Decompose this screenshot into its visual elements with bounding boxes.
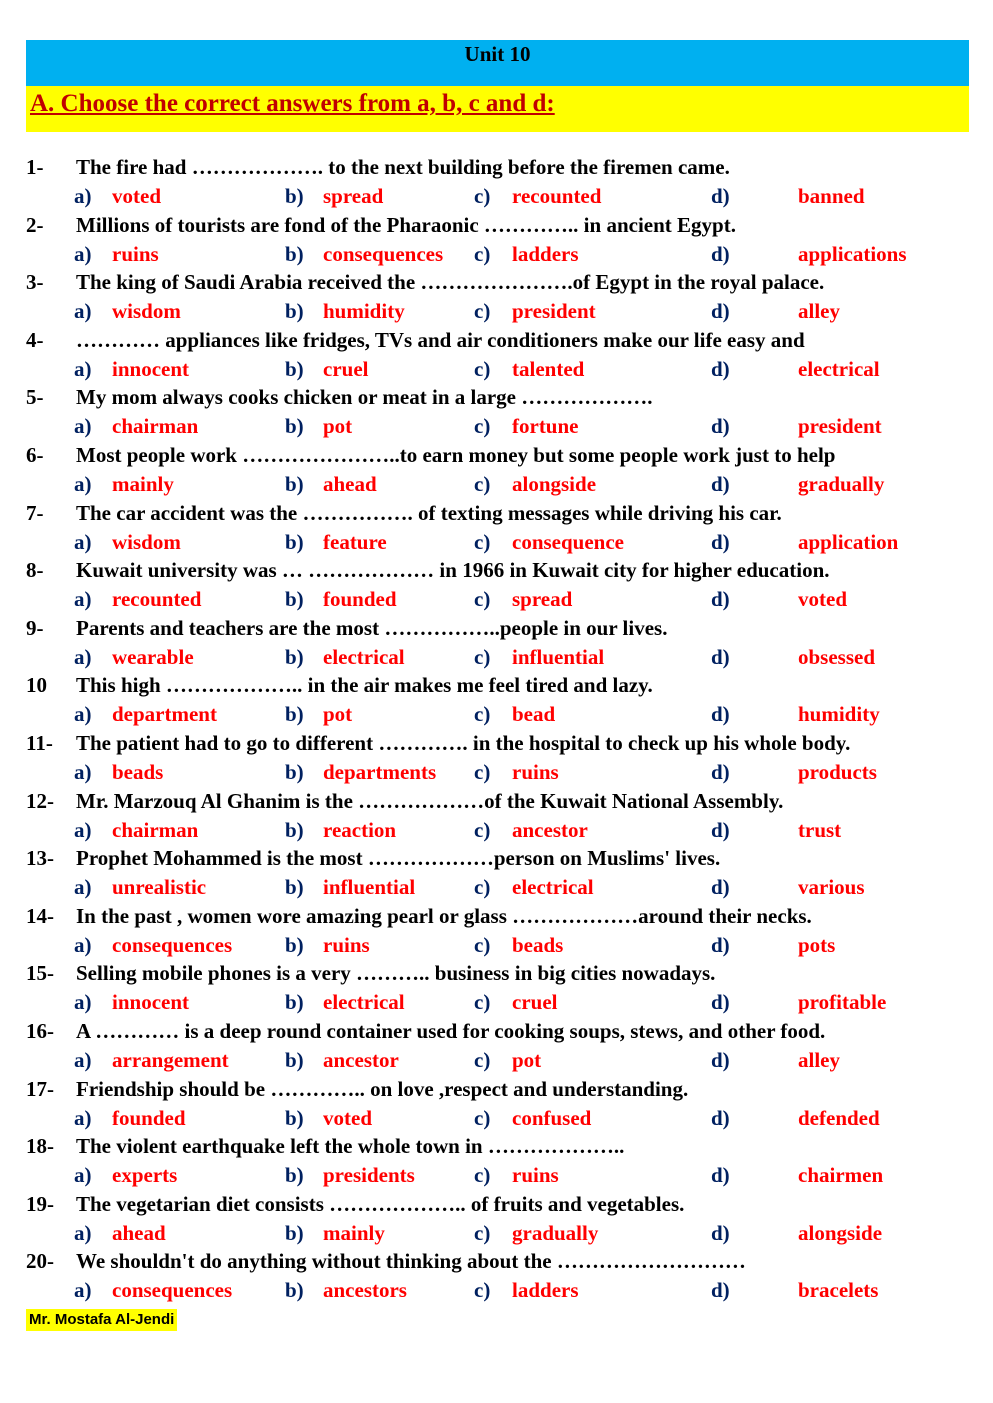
option-letter: c) — [474, 184, 491, 208]
option-letter: d) — [711, 587, 730, 612]
option-letter: d) — [711, 1163, 730, 1188]
question-item — [26, 673, 969, 731]
option-word: ahead — [112, 1220, 166, 1245]
option-letter: a) — [74, 241, 92, 266]
option-letter: a) — [74, 759, 92, 784]
question-number: 10 — [26, 673, 47, 698]
question-text: The car accident was the ……………. of texting messages while driving his car. — [76, 500, 782, 525]
unit-title-bar — [26, 40, 969, 86]
option-letter: c) — [474, 1047, 491, 1072]
option-letter: d) — [711, 1047, 730, 1072]
option-word: chairman — [112, 414, 199, 439]
question-item — [26, 501, 969, 559]
option-letter: d) — [711, 1278, 730, 1303]
option-letter: c) — [474, 587, 491, 612]
option-word: electrical — [323, 990, 405, 1015]
option-word: feature — [323, 529, 387, 554]
option-word: founded — [323, 587, 397, 612]
option-word: pot — [512, 1047, 542, 1072]
option-letter: b) — [285, 990, 304, 1015]
option-word: alongside — [798, 1220, 883, 1245]
option-letter: d) — [711, 1105, 730, 1130]
option-letter: a) — [74, 817, 92, 842]
question-number: 2- — [26, 212, 44, 237]
option-word: recounted — [512, 184, 602, 208]
question-number: 17- — [26, 1076, 54, 1101]
question-item — [26, 846, 969, 904]
option-letter: c) — [474, 1220, 491, 1245]
question-text: We shouldn't do anything without thinking about the ……………………… — [76, 1249, 746, 1274]
option-word: ruins — [112, 241, 159, 266]
option-word: presidents — [323, 1163, 415, 1188]
option-letter: d) — [711, 299, 730, 324]
option-letter: c) — [474, 1163, 491, 1188]
option-word: recounted — [112, 587, 202, 612]
option-word: wisdom — [112, 299, 181, 324]
question-item — [26, 1019, 969, 1077]
question-text: In the past , women wore amazing pearl or glass ………………around their necks. — [76, 903, 812, 928]
option-letter: a) — [74, 1105, 92, 1130]
option-letter: a) — [74, 414, 92, 439]
option-letter: a) — [74, 356, 92, 381]
option-letter: d) — [711, 414, 730, 439]
question-text: Millions of tourists are fond of the Pharaonic ………….. in ancient Egypt. — [76, 212, 736, 237]
option-letter: d) — [711, 932, 730, 957]
section-title-bar — [26, 86, 969, 132]
question-text: Kuwait university was … ……………… in 1966 in Kuwait city for higher education. — [76, 558, 830, 583]
option-letter: d) — [711, 644, 730, 669]
option-letter: c) — [474, 817, 491, 842]
option-letter: b) — [285, 1047, 304, 1072]
option-word: defended — [798, 1105, 880, 1130]
option-word: chairman — [112, 817, 199, 842]
option-letter: c) — [474, 875, 491, 900]
option-letter: d) — [711, 759, 730, 784]
option-letter: c) — [474, 241, 491, 266]
option-letter: c) — [474, 529, 491, 554]
option-letter: a) — [74, 299, 92, 324]
question-item — [26, 1134, 969, 1192]
option-word: chairmen — [798, 1163, 884, 1188]
option-letter: b) — [285, 1220, 304, 1245]
option-word: bracelets — [798, 1278, 879, 1303]
option-word: consequence — [512, 529, 624, 554]
option-word: mainly — [323, 1220, 385, 1245]
option-letter: b) — [285, 1278, 304, 1303]
question-item — [26, 558, 969, 616]
question-item — [26, 385, 969, 443]
question-text: Mr. Marzouq Al Ghanim is the ………………of the Kuwait National Assembly. — [76, 788, 784, 813]
question-text: The violent earthquake left the whole town in ……………….. — [76, 1134, 625, 1159]
option-word: obsessed — [798, 644, 876, 669]
option-word: humidity — [798, 702, 880, 727]
option-word: experts — [112, 1163, 178, 1188]
option-word: president — [798, 414, 882, 439]
option-word: spread — [323, 184, 384, 208]
option-word: influential — [512, 644, 605, 669]
option-word: voted — [323, 1105, 372, 1130]
question-text: The fire had ………………. to the next building before the firemen came. — [76, 155, 730, 179]
question-item — [26, 443, 969, 501]
option-letter: c) — [474, 644, 491, 669]
question-item — [26, 1192, 969, 1250]
question-number: 12- — [26, 788, 54, 813]
question-text: Prophet Mohammed is the most ………………person on Muslims' lives. — [76, 846, 721, 871]
option-word: ruins — [512, 1163, 559, 1188]
option-word: applications — [798, 241, 907, 266]
option-word: innocent — [112, 990, 190, 1015]
option-word: department — [112, 702, 217, 727]
option-word: talented — [512, 356, 585, 381]
question-text: Parents and teachers are the most ……………..people in our lives. — [76, 615, 668, 640]
option-letter: c) — [474, 990, 491, 1015]
question-text: My mom always cooks chicken or meat in a large ………………. — [76, 385, 653, 410]
option-word: voted — [798, 587, 847, 612]
question-item — [26, 961, 969, 1019]
option-word: beads — [112, 759, 164, 784]
option-letter: a) — [74, 1163, 92, 1188]
option-word: ruins — [512, 759, 559, 784]
option-word: founded — [112, 1105, 186, 1130]
option-letter: a) — [74, 1220, 92, 1245]
option-word: ahead — [323, 471, 377, 496]
question-number: 7- — [26, 500, 44, 525]
option-letter: b) — [285, 471, 304, 496]
question-number: 14- — [26, 903, 54, 928]
question-text: The vegetarian diet consists ……………….. of fruits and vegetables. — [76, 1191, 685, 1216]
option-word: ancestors — [323, 1278, 407, 1303]
option-word: bead — [512, 702, 556, 727]
option-letter: a) — [74, 184, 92, 208]
option-letter: a) — [74, 932, 92, 957]
option-letter: b) — [285, 529, 304, 554]
option-letter: b) — [285, 587, 304, 612]
option-letter: a) — [74, 875, 92, 900]
option-letter: c) — [474, 759, 491, 784]
option-letter: d) — [711, 990, 730, 1015]
question-item — [26, 904, 969, 962]
option-word: influential — [323, 875, 416, 900]
question-number: 13- — [26, 846, 54, 871]
option-letter: b) — [285, 299, 304, 324]
option-word: confused — [512, 1105, 592, 1130]
option-word: unrealistic — [112, 875, 207, 900]
question-number: 4- — [26, 327, 44, 352]
option-word: alongside — [512, 471, 597, 496]
option-word: president — [512, 299, 596, 324]
question-number: 1- — [26, 155, 44, 179]
option-letter: d) — [711, 529, 730, 554]
option-word: ruins — [323, 932, 370, 957]
option-letter: b) — [285, 932, 304, 957]
option-word: voted — [112, 184, 161, 208]
option-letter: a) — [74, 471, 92, 496]
option-word: trust — [798, 817, 842, 842]
option-letter: c) — [474, 356, 491, 381]
option-letter: c) — [474, 414, 491, 439]
question-number: 16- — [26, 1018, 54, 1043]
question-text: The king of Saudi Arabia received the ………………….of Egypt in the royal palace. — [76, 270, 825, 295]
question-number: 11- — [26, 730, 53, 755]
question-number: 8- — [26, 558, 44, 583]
option-word: consequences — [323, 241, 444, 266]
option-word: ancestor — [323, 1047, 399, 1072]
option-word: application — [798, 529, 899, 554]
option-word: departments — [323, 759, 437, 784]
option-letter: d) — [711, 356, 730, 381]
option-letter: b) — [285, 759, 304, 784]
option-word: cruel — [323, 356, 369, 381]
option-word: wearable — [112, 644, 194, 669]
option-word: alley — [798, 1047, 840, 1072]
option-word: various — [798, 875, 865, 900]
option-word: ancestor — [512, 817, 588, 842]
option-word: electrical — [798, 356, 880, 381]
option-letter: a) — [74, 529, 92, 554]
option-word: wisdom — [112, 529, 181, 554]
author-label: Mr. Mostafa Al-Jendi — [26, 1309, 177, 1331]
option-letter: b) — [285, 817, 304, 842]
option-letter: d) — [711, 1220, 730, 1245]
option-letter: c) — [474, 1105, 491, 1130]
option-letter: c) — [474, 702, 491, 727]
option-letter: d) — [711, 471, 730, 496]
option-letter: c) — [474, 1278, 491, 1303]
question-text: Most people work …………………..to earn money but some people work just to help — [76, 442, 836, 467]
option-letter: a) — [74, 587, 92, 612]
option-letter: b) — [285, 184, 304, 208]
question-text: The patient had to go to different …………. in the hospital to check up his whole body. — [76, 730, 851, 755]
option-word: ladders — [512, 1278, 579, 1303]
option-letter: d) — [711, 817, 730, 842]
option-letter: b) — [285, 875, 304, 900]
question-number: 19- — [26, 1191, 54, 1216]
section-title: A. Choose the correct answers from a, b, c and d: — [30, 90, 555, 117]
question-number: 3- — [26, 270, 44, 295]
option-word: alley — [798, 299, 840, 324]
option-letter: a) — [74, 990, 92, 1015]
option-letter: a) — [74, 1278, 92, 1303]
question-text: Selling mobile phones is a very ……….. business in big cities nowadays. — [76, 961, 716, 986]
option-word: humidity — [323, 299, 405, 324]
option-word: arrangement — [112, 1047, 229, 1072]
question-number: 20- — [26, 1249, 54, 1274]
option-letter: c) — [474, 471, 491, 496]
option-word: pot — [323, 414, 353, 439]
question-number: 9- — [26, 615, 44, 640]
option-word: pot — [323, 702, 353, 727]
option-letter: b) — [285, 1163, 304, 1188]
question-item — [26, 328, 969, 386]
option-word: fortune — [512, 414, 579, 439]
option-letter: b) — [285, 414, 304, 439]
question-number: 5- — [26, 385, 44, 410]
unit-title: Unit 10 — [464, 42, 531, 66]
option-word: cruel — [512, 990, 558, 1015]
question-text: This high ……………….. in the air makes me feel tired and lazy. — [76, 673, 653, 698]
question-list — [26, 155, 969, 1307]
option-letter: b) — [285, 702, 304, 727]
option-letter: b) — [285, 1105, 304, 1130]
option-word: electrical — [512, 875, 594, 900]
question-text: Friendship should be ………….. on love ,respect and understanding. — [76, 1076, 689, 1101]
option-word: profitable — [798, 990, 887, 1015]
option-letter: b) — [285, 356, 304, 381]
option-letter: c) — [474, 299, 491, 324]
option-word: reaction — [323, 817, 397, 842]
question-number: 15- — [26, 961, 54, 986]
option-word: banned — [798, 184, 865, 208]
option-letter: b) — [285, 644, 304, 669]
option-word: gradually — [512, 1220, 599, 1245]
option-word: electrical — [323, 644, 405, 669]
option-letter: a) — [74, 1047, 92, 1072]
option-word: mainly — [112, 471, 174, 496]
option-word: consequences — [112, 932, 233, 957]
option-letter: d) — [711, 702, 730, 727]
question-item — [26, 213, 969, 271]
option-word: gradually — [798, 471, 885, 496]
question-item — [26, 616, 969, 674]
option-letter: a) — [74, 702, 92, 727]
question-item — [26, 1077, 969, 1135]
question-item — [26, 155, 969, 213]
option-word: ladders — [512, 241, 579, 266]
option-word: spread — [512, 587, 573, 612]
option-letter: d) — [711, 875, 730, 900]
question-item — [26, 731, 969, 789]
option-word: beads — [512, 932, 564, 957]
option-letter: a) — [74, 644, 92, 669]
question-text: ………… appliances like fridges, TVs and air conditioners make our life easy and — [76, 327, 805, 352]
question-number: 6- — [26, 442, 44, 467]
option-letter: d) — [711, 241, 730, 266]
option-word: pots — [798, 932, 836, 957]
option-letter: c) — [474, 932, 491, 957]
question-item — [26, 270, 969, 328]
question-text: A ………… is a deep round container used for cooking soups, stews, and other food. — [76, 1018, 826, 1043]
option-letter: b) — [285, 241, 304, 266]
option-letter: d) — [711, 184, 730, 208]
option-word: innocent — [112, 356, 190, 381]
question-number: 18- — [26, 1134, 54, 1159]
option-word: consequences — [112, 1278, 233, 1303]
question-item — [26, 1249, 969, 1307]
question-item — [26, 789, 969, 847]
option-word: products — [798, 759, 877, 784]
